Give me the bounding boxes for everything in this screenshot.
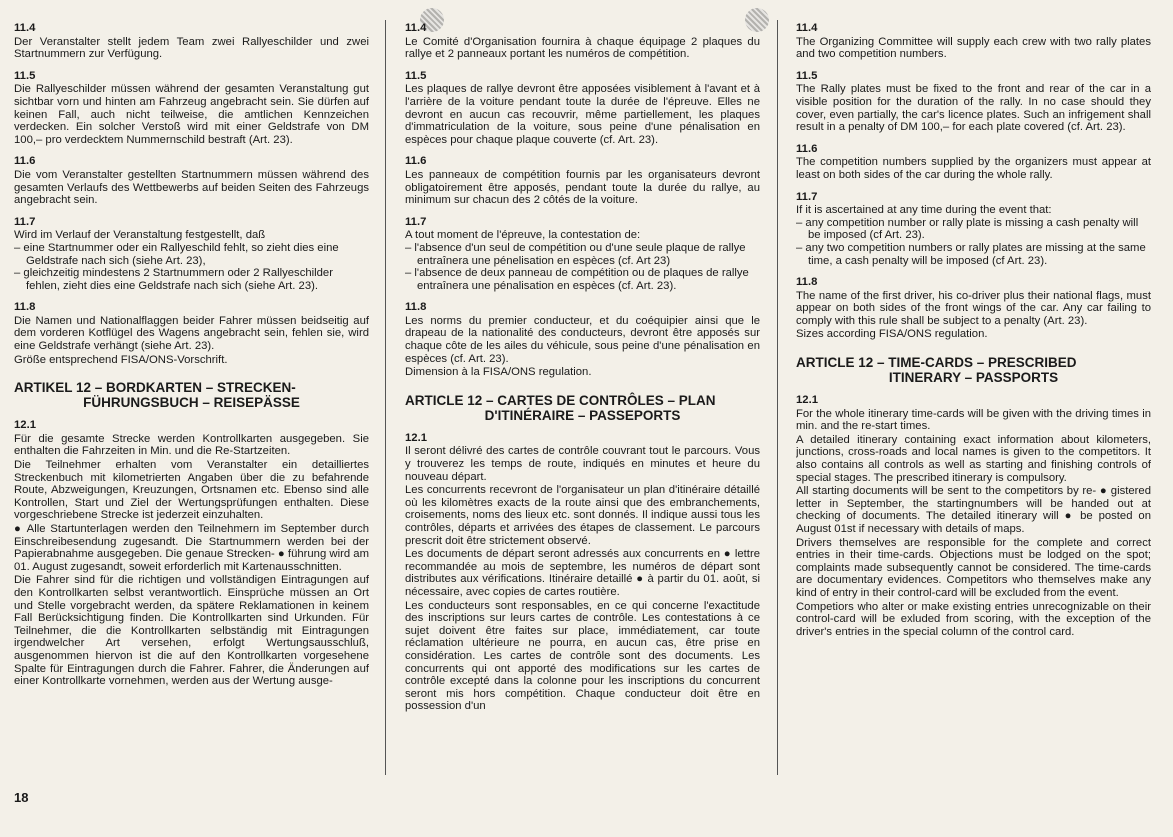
column-german [14,22,369,774]
section-number: 11.8 [14,301,36,314]
article-heading [796,355,1151,385]
section-text: Drivers themselves are responsible for the complete and correct entries in their time-cards. Objections must be lodged on the spot; complaints made subsequently cannot be considered. The time-cards are documentary evidences. Competitors who themselves make any kind of entry in their control-card will be excluded from the event. [796,536,1151,599]
article-heading [405,393,760,423]
section-number: 11.8 [796,276,818,289]
section-text: Die Teilnehmer erhalten vom Veranstalter ein detailliertes Streckenbuch mit kilometrierten Angaben über die zu befahrende Route, Abzweigungen, Kreuzungen, Ortsnamen etc. Ebenso sind alle Kontrollen, Start und Ziel der Wertungsprüfungen enthalten. Diese vorgeschriebene Strecke ist jederzeit einzuhalten. [14,459,369,522]
section-number: 11.6 [405,155,427,168]
section-text: Sizes according FISA/ONS regulation. [796,328,988,341]
section-text: Die Namen und Nationalflaggen beider Fahrer müssen beidseitig auf dem vorderen Kotflügel des Wagens angebracht sein, fehlen sie, wird eine Geldstrafe verhängt (siehe Art. 23). [14,314,369,353]
article-heading-line: D'ITINÉRAIRE – PASSEPORTS [484,407,681,423]
section-text: Il seront délivré des cartes de contrôle couvrant tout le parcours. Vous y trouverez les temps de route, indiqués en minutes et heure du nouveau départ. [405,445,760,483]
section-number: 11.6 [796,142,818,155]
section-text: Der Veranstalter stellt jedem Team zwei Rallyeschilder und zwei Startnummern zur Verfügung. [14,35,369,61]
section-text: Les norms du premier conducteur, et du coéquipier ainsi que le drapeau de la nationalité des conducteurs, devront être apposés sur chaque côte de les ailes du véhicule, sous peine d'une pénalisation en espèces (cf. Art. 23). [405,314,760,365]
section-text: All starting documents will be sent to the competitors by re- ● gistered letter in September, the startingnumbers will be handed out at checking of documents. The detailed itinerary will ● be posted on August 01st if necessary with details of maps. [796,485,1151,535]
column-divider [777,20,778,775]
section-number: 11.5 [405,69,427,82]
section-number: 12.1 [405,431,427,444]
list-item: – gleichzeitig mindestens 2 Startnummern oder 2 Rallyeschilder fehlen, zieht dies eine Geldstrafe nach sich (siehe Art. 23). [14,267,333,292]
section-intro: A tout moment de l'épreuve, la contestation de: [405,229,641,242]
section-number: 11.7 [14,215,36,228]
section-text: ● Alle Startunterlagen werden den Teilnehmern im September durch Einschreibesendung zugesandt. Die Startnummern werden bei der Papierabnahme ausgegeben. Die genaue Strecken- ● führung wird am 01. August zugesandt, soweit erforderlich mit Kartenausschnitten. [14,523,369,573]
list-item: – any competition number or rally plate is missing a cash penalty will be imposed (cf Art. 23). [796,216,1139,242]
section-text: Die Fahrer sind für die richtigen und vollständigen Eintragungen auf den Kontrollkarten selbst verantwortlich. Einsprüche müssen an Ort und Stelle vorgebracht werden, da spätere Reklamationen in keinem Fall Berücksichtigung finden. Die Kontrollkarten sind Urkunden. Für Teilnehmer, die die Kontrollkarten selbständig mit Eintragungen irgendwelcher Art versehen, erfolgt Wertungsausschluß, ausgenommen hiervon ist die auf den Kontrollkarten vorgesehene Spalte für Eintragungen durch die Fahrer. Fahrer, die Änderungen auf einer Kontrollkarte vornehmen, werden aus der Wertung ausge- [14,574,369,688]
section-number: 11.8 [405,301,427,314]
article-heading-line: ARTICLE 12 – CARTES DE CONTRÔLES – PLAN [405,392,716,408]
column-english [796,22,1151,774]
section-number: 11.4 [405,22,427,34]
section-number: 11.5 [796,69,818,82]
section-text: Les concurrents recevront de l'organisateur un plan d'itinéraire détaillé où les kilomètres exacts de la route ainsi que des embranchements, croisements, noms des lieux etc. sont donnés. Il indique aussi tous les contrôles, départs et arrivées des étapes de classement. Le parcours prescrit doit être strictement observé. [405,484,760,547]
column-divider [385,20,386,775]
section-text: Le Comité d'Organisation fournira à chaque équipage 2 plaques du rallye et 2 panneaux portant les numéros de compétition. [405,35,760,61]
article-heading-line: ITINERARY – PASSPORTS [888,370,1059,386]
article-heading [14,380,369,410]
section-number: 11.7 [405,215,427,228]
column-french [405,22,760,774]
section-number: 12.1 [796,394,818,407]
section-text: For the whole itinerary time-cards will be given with the driving times in min. and the re-start times. [796,407,1151,433]
section-number: 11.4 [796,22,818,34]
list-item: – l'absence d'un seul de compétition ou d'une seule plaque de rallye entraînera une pénelisation en espèces (cf. Art 23) [405,241,746,267]
section-text: The Organizing Committee will supply each crew with two rally plates and two competition numbers. [796,35,1151,61]
section-number: 11.6 [14,155,36,168]
section-text: Größe entsprechend FISA/ONS-Vorschrift. [14,353,228,366]
section-number: 11.5 [14,69,36,82]
section-text: Les panneaux de compétition fournis par les organisateurs devront obligatoirement être apposés, pendant toute la durée du rallye, au minimum sur chacun des 2 côtés de la voiture. [405,168,760,207]
article-heading-line: ARTIKEL 12 – BORDKARTEN – STRECKEN- [14,380,296,396]
section-number: 11.4 [14,22,36,34]
section-text: A detailed itinerary containing exact information about kilometers, junctions, cross-roads and local names is given to the competitors. It also contains all controls as well as starting and finishing controls of special stages. The prescribed itinerary is compulsory. [796,433,1151,484]
section-text: Für die gesamte Strecke werden Kontrollkarten ausgegeben. Sie enthalten die Fahrzeiten in Min. und die Re-Startzeiten. [14,432,369,458]
section-intro: If it is ascertained at any time during the event that: [796,204,1052,217]
section-text: Les documents de départ seront adressés aux concurrents en ● lettre recommandée au mois de septembre, les numéros de départ sont distributes aux vérifications. Itinéraire detaillé ● à partir du 01. août, si nécessaire, avec copies de cartes routière. [405,548,760,598]
section-number: 12.1 [14,419,36,432]
section-text: Dimension à la FISA/ONS regulation. [405,366,592,379]
section-text: The name of the first driver, his co-driver plus their national flags, must appear on both sides of the front wings of the car. Any car failing to comply with this rule shall be subject to a penalty (Art. 23). [796,289,1151,327]
section-text: Les plaques de rallye devront être apposées visiblement à l'avant et à l'arrière de la voiture pendant toute la durée de l'épreuve. Elles ne devront en aucun cas recouvrir, même partiellement, les plaques d'immatriculation de la voiture, sous peine d'une pénalisation en espèces pour chaque plaque couverte (cf. Art. 23). [405,83,760,146]
list-item: – any two competition numbers or rally plates are missing at the same time, a cash penalty will be imposed (cf Art. 23). [796,241,1146,267]
article-heading-line: FÜHRUNGSBUCH – REISEPÄSSE [83,395,300,411]
section-text: Les conducteurs sont responsables, en ce qui concerne l'exactitude des inscriptions sur leurs cartes de contrôle. Les contestations à ce sujet doivent être faites sur place, immédiatement, car toute réclamation ultérieure ne pourra, en aucun cas, être prise en considération. Les cartes de contrôle sont des documents. Les concurrents qui ont apporté des modifications sur les cartes de contrôle excepté dans la colonne pour les inscriptions du concurrent seront mis hors compétition. Chaque conducteur doit être en possession d'un [405,599,760,713]
section-text: Die vom Veranstalter gestellten Startnummern müssen während des gesamten Verlaufs des Wettbewerbs auf beiden Seiten des Fahrzeugs angebracht sein. [14,168,369,207]
section-text: Competiors who alter or make existing entries unrecognizable on their control-card will be exluded from scoring, with the exception of the driver's entries in the special column of the control card. [796,600,1151,638]
article-heading-line: ARTICLE 12 – TIME-CARDS – PRESCRIBED [796,355,1077,371]
page-number: 18 [14,790,29,805]
section-text: Die Rallyeschilder müssen während der gesamten Veranstaltung gut sichtbar vorn und hinten am Fahrzeug angebracht sein. Sie dürfen auf keinen Fall, auch nicht teilweise, die amtlichen Kennzeichen verdecken. Ein solcher Verstoß wird mit einer Geldstrafe von DM 100,– pro verdecktem Nummernschild bestraft (Art. 23). [14,83,369,146]
section-intro: Wird im Verlauf der Veranstaltung festgestellt, daß [14,229,266,242]
section-text: The Rally plates must be fixed to the front and rear of the car in a visible position for the duration of the rally. In no case should they cover, even partially, the car's licence plates. Such an infrigement shall result in a penalty of DM 100,– for each plate covered (cf. Art. 23). [796,83,1151,134]
list-item: – eine Startnummer oder ein Rallyeschild fehlt, so zieht dies eine Geldstrafe nach sich (siehe Art. 23), [14,241,339,267]
list-item: – l'absence de deux panneau de compétition ou de plaques de rallye entraînera une pénalisation en espèces (cf. Art. 23). [405,267,749,292]
section-number: 11.7 [796,190,818,203]
section-text: The competition numbers supplied by the organizers must appear at least on both sides of the car during the whole rally. [796,156,1151,181]
